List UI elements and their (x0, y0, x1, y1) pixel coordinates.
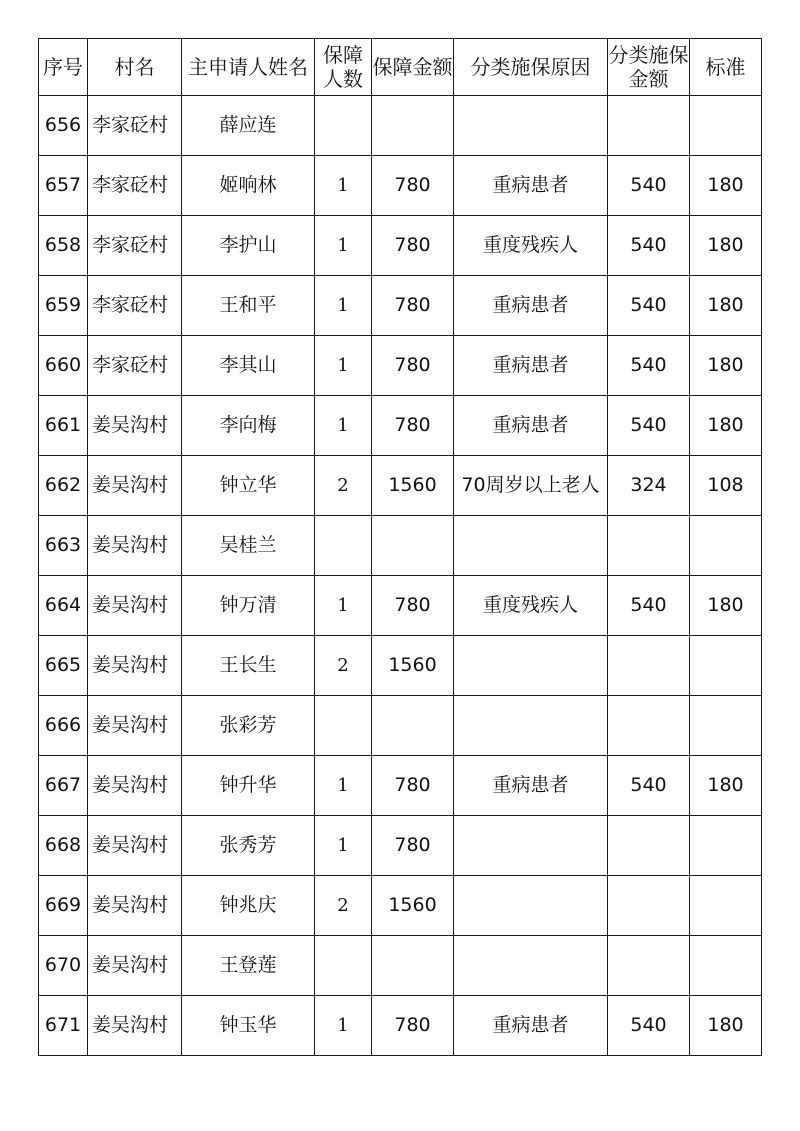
cell-reason: 重病患者 (454, 336, 608, 396)
cell-category-amount: 540 (608, 336, 690, 396)
cell-standard: 180 (690, 156, 762, 216)
relief-roster-table (38, 38, 762, 1056)
table-row (39, 816, 762, 876)
cell-applicant: 李其山 (182, 336, 315, 396)
cell-reason (454, 96, 608, 156)
cell-index: 668 (39, 816, 88, 876)
cell-standard (690, 816, 762, 876)
cell-amount: 780 (372, 216, 454, 276)
cell-standard: 180 (690, 336, 762, 396)
cell-standard (690, 636, 762, 696)
cell-amount (372, 516, 454, 576)
table-body (39, 96, 762, 1056)
cell-index: 661 (39, 396, 88, 456)
cell-count (315, 696, 372, 756)
cell-amount: 1560 (372, 876, 454, 936)
cell-amount: 780 (372, 336, 454, 396)
cell-applicant: 钟升华 (182, 756, 315, 816)
cell-reason (454, 516, 608, 576)
table-row (39, 516, 762, 576)
table-row (39, 876, 762, 936)
cell-applicant: 吴桂兰 (182, 516, 315, 576)
table-row (39, 336, 762, 396)
cell-category-amount (608, 876, 690, 936)
cell-applicant: 李护山 (182, 216, 315, 276)
cell-index: 666 (39, 696, 88, 756)
cell-category-amount: 540 (608, 216, 690, 276)
cell-standard: 180 (690, 756, 762, 816)
cell-category-amount (608, 816, 690, 876)
cell-count (315, 936, 372, 996)
cell-applicant: 王长生 (182, 636, 315, 696)
table-row (39, 636, 762, 696)
cell-count (315, 516, 372, 576)
cell-standard (690, 876, 762, 936)
cell-reason (454, 876, 608, 936)
cell-count: 1 (315, 816, 372, 876)
cell-village: 姜吴沟村 (88, 516, 182, 576)
cell-applicant: 张秀芳 (182, 816, 315, 876)
cell-applicant: 钟玉华 (182, 996, 315, 1056)
cell-village: 李家砭村 (88, 336, 182, 396)
cell-category-amount (608, 936, 690, 996)
cell-standard: 108 (690, 456, 762, 516)
table-row (39, 156, 762, 216)
cell-reason (454, 816, 608, 876)
cell-standard (690, 936, 762, 996)
cell-index: 664 (39, 576, 88, 636)
cell-index: 667 (39, 756, 88, 816)
cell-category-amount: 540 (608, 996, 690, 1056)
cell-category-amount: 540 (608, 396, 690, 456)
cell-index: 663 (39, 516, 88, 576)
cell-index: 656 (39, 96, 88, 156)
cell-count: 1 (315, 156, 372, 216)
header-category-amount: 分类施保金额 (608, 39, 690, 96)
cell-category-amount: 540 (608, 276, 690, 336)
cell-amount: 1560 (372, 636, 454, 696)
cell-standard: 180 (690, 396, 762, 456)
table-row (39, 96, 762, 156)
cell-count: 1 (315, 216, 372, 276)
cell-reason: 70周岁以上老人 (454, 456, 608, 516)
cell-index: 665 (39, 636, 88, 696)
cell-village: 姜吴沟村 (88, 876, 182, 936)
cell-category-amount: 540 (608, 156, 690, 216)
cell-village: 姜吴沟村 (88, 936, 182, 996)
cell-applicant: 钟万清 (182, 576, 315, 636)
cell-village: 姜吴沟村 (88, 696, 182, 756)
table-row (39, 996, 762, 1056)
cell-reason: 重病患者 (454, 156, 608, 216)
cell-index: 669 (39, 876, 88, 936)
cell-count: 2 (315, 636, 372, 696)
cell-index: 671 (39, 996, 88, 1056)
cell-reason: 重病患者 (454, 996, 608, 1056)
cell-reason: 重病患者 (454, 756, 608, 816)
table-row (39, 696, 762, 756)
cell-amount (372, 936, 454, 996)
header-index: 序号 (39, 39, 88, 96)
cell-reason: 重病患者 (454, 276, 608, 336)
cell-amount: 780 (372, 756, 454, 816)
cell-category-amount (608, 696, 690, 756)
cell-count: 2 (315, 456, 372, 516)
cell-count: 1 (315, 336, 372, 396)
cell-count: 1 (315, 576, 372, 636)
cell-index: 659 (39, 276, 88, 336)
header-village: 村名 (88, 39, 182, 96)
cell-index: 662 (39, 456, 88, 516)
cell-category-amount: 540 (608, 576, 690, 636)
cell-village: 李家砭村 (88, 216, 182, 276)
header-row (39, 39, 762, 96)
cell-reason (454, 936, 608, 996)
cell-village: 姜吴沟村 (88, 456, 182, 516)
cell-count (315, 96, 372, 156)
cell-reason (454, 696, 608, 756)
cell-reason: 重病患者 (454, 396, 608, 456)
cell-standard (690, 516, 762, 576)
cell-count: 1 (315, 396, 372, 456)
cell-amount: 780 (372, 396, 454, 456)
table-row (39, 936, 762, 996)
table-row (39, 396, 762, 456)
header-applicant: 主申请人姓名 (182, 39, 315, 96)
header-reason: 分类施保原因 (454, 39, 608, 96)
table-row (39, 756, 762, 816)
cell-village: 姜吴沟村 (88, 636, 182, 696)
cell-category-amount: 540 (608, 756, 690, 816)
cell-standard (690, 96, 762, 156)
cell-village: 李家砭村 (88, 96, 182, 156)
cell-count: 1 (315, 276, 372, 336)
header-count: 保障人数 (315, 39, 372, 96)
header-standard: 标准 (690, 39, 762, 96)
cell-applicant: 张彩芳 (182, 696, 315, 756)
cell-village: 姜吴沟村 (88, 756, 182, 816)
cell-index: 657 (39, 156, 88, 216)
cell-reason: 重度残疾人 (454, 216, 608, 276)
cell-category-amount: 324 (608, 456, 690, 516)
cell-category-amount (608, 516, 690, 576)
cell-applicant: 钟兆庆 (182, 876, 315, 936)
cell-amount (372, 696, 454, 756)
cell-reason: 重度残疾人 (454, 576, 608, 636)
cell-count: 2 (315, 876, 372, 936)
cell-village: 李家砭村 (88, 156, 182, 216)
cell-reason (454, 636, 608, 696)
cell-standard: 180 (690, 276, 762, 336)
cell-applicant: 李向梅 (182, 396, 315, 456)
cell-village: 姜吴沟村 (88, 396, 182, 456)
table-row (39, 276, 762, 336)
cell-index: 660 (39, 336, 88, 396)
cell-standard: 180 (690, 216, 762, 276)
cell-count: 1 (315, 756, 372, 816)
cell-category-amount (608, 96, 690, 156)
cell-applicant: 姬响林 (182, 156, 315, 216)
cell-village: 李家砭村 (88, 276, 182, 336)
cell-index: 658 (39, 216, 88, 276)
table-row (39, 456, 762, 516)
cell-amount: 780 (372, 816, 454, 876)
cell-village: 姜吴沟村 (88, 576, 182, 636)
cell-amount (372, 96, 454, 156)
cell-amount: 780 (372, 576, 454, 636)
cell-applicant: 钟立华 (182, 456, 315, 516)
cell-standard: 180 (690, 996, 762, 1056)
cell-count: 1 (315, 996, 372, 1056)
cell-amount: 780 (372, 996, 454, 1056)
header-amount: 保障金额 (372, 39, 454, 96)
table-row (39, 576, 762, 636)
cell-applicant: 王登莲 (182, 936, 315, 996)
cell-amount: 780 (372, 156, 454, 216)
cell-amount: 780 (372, 276, 454, 336)
cell-index: 670 (39, 936, 88, 996)
cell-standard: 180 (690, 576, 762, 636)
table-row (39, 216, 762, 276)
cell-amount: 1560 (372, 456, 454, 516)
cell-village: 姜吴沟村 (88, 996, 182, 1056)
cell-applicant: 薛应连 (182, 96, 315, 156)
cell-applicant: 王和平 (182, 276, 315, 336)
cell-category-amount (608, 636, 690, 696)
cell-standard (690, 696, 762, 756)
cell-village: 姜吴沟村 (88, 816, 182, 876)
